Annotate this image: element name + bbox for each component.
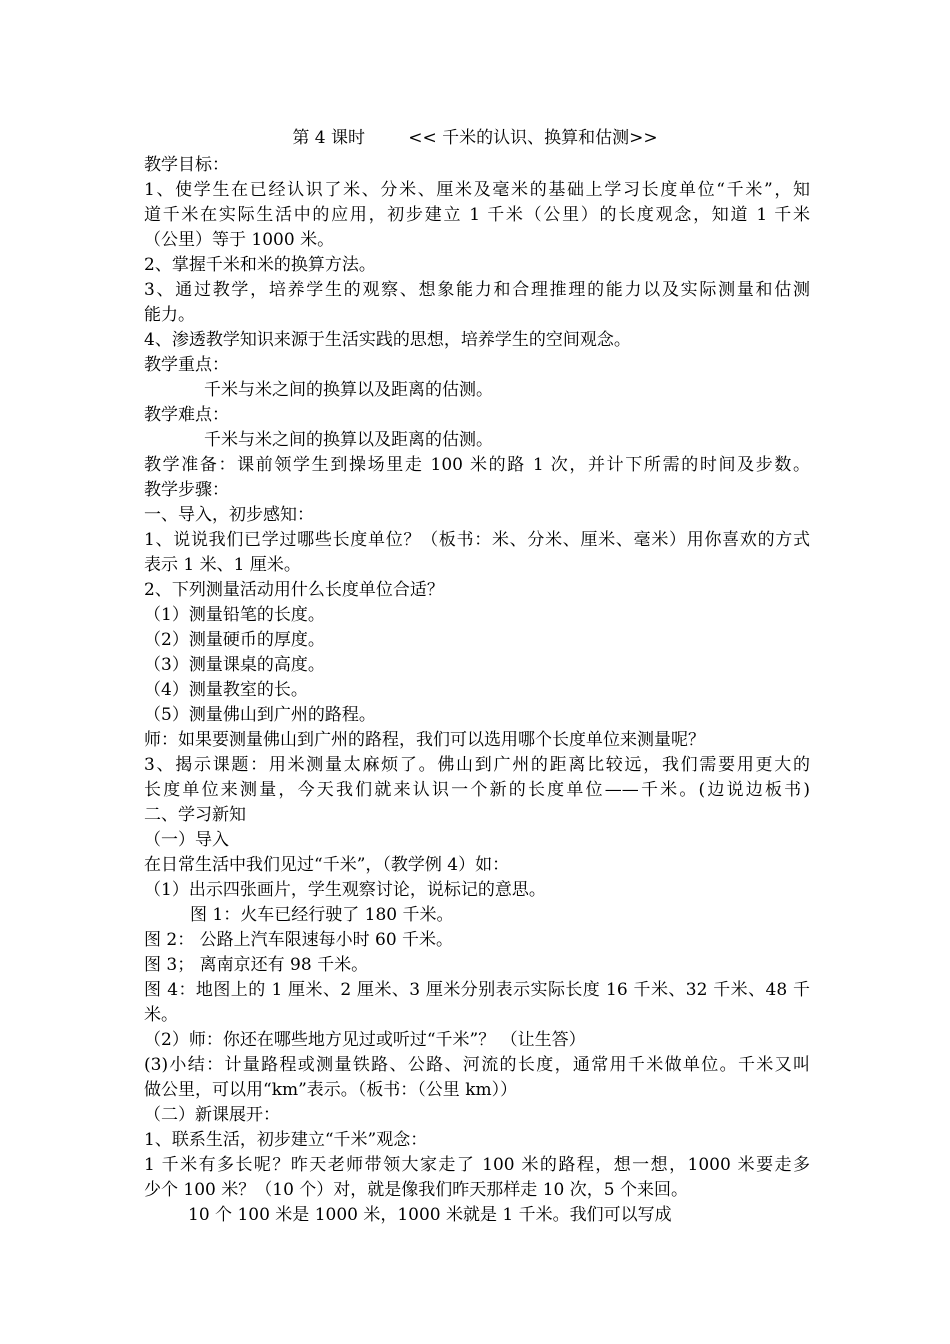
text-line: 米。 [144,1005,178,1025]
text-line: 道千米在实际生活中的应用，初步建立 1 千米（公里）的长度观念，知道 1 千米 [144,205,810,225]
document-body [144,153,810,1228]
text-line: （公里）等于 1000 米。 [144,230,335,250]
text-line: 图 2： 公路上汽车限速每小时 60 千米。 [144,930,454,950]
text-line: （2）测量硬币的厚度。 [144,630,325,650]
text-line: 3、揭示课题：用米测量太麻烦了。佛山到广州的距离比较远，我们需要用更大的 [144,755,810,775]
text-line: 1、使学生在已经认识了米、分米、厘米及毫米的基础上学习长度单位“千米”，知 [144,180,810,200]
text-line: 千米与米之间的换算以及距离的估测。 [204,430,493,450]
text-line: 教学难点： [144,405,229,425]
text-line: 教学重点： [144,355,229,375]
text-line: (3)小结：计量路程或测量铁路、公路、河流的长度，通常用千米做单位。千米又叫 [144,1055,810,1075]
text-line: 2、下列测量活动用什么长度单位合适？ [144,580,444,600]
text-line: （2）师：你还在哪些地方见过或听过“千米”？ （让生答） [144,1030,586,1050]
text-line: 10 个 100 米是 1000 米，1000 米就是 1 千米。我们可以写成 [188,1205,672,1225]
text-line: （二）新课展开： [144,1105,280,1125]
text-line: 4、渗透教学知识来源于生活实践的思想，培养学生的空间观念。 [144,330,631,350]
text-line: 能力。 [144,305,195,325]
text-line: （3）测量课桌的高度。 [144,655,325,675]
text-line: 1、说说我们已学过哪些长度单位？（板书：米、分米、厘米、毫米）用你喜欢的方式 [144,530,810,550]
text-line: 教学目标： [144,155,229,175]
lesson-title: 第 4 课时 << 千米的认识、换算和估测>> [292,128,658,148]
text-line: 教学准备：课前领学生到操场里走 100 米的路 1 次，并计下所需的时间及步数。 [144,455,810,475]
text-line: （一）导入 [144,830,229,850]
text-line: 表示 1 米、1 厘米。 [144,555,301,575]
text-line: 1 千米有多长呢？昨天老师带领大家走了 100 米的路程，想一想，1000 米要走多 [144,1155,810,1175]
text-line: 做公里，可以用“km”表示。（板书：（公里 km）） [144,1080,518,1100]
text-line: 图 1：火车已经行驶了 180 千米。 [190,905,454,925]
text-line: 2、掌握千米和米的换算方法。 [144,255,376,275]
text-line: 图 4：地图上的 1 厘米、2 厘米、3 厘米分别表示实际长度 16 千米、32 千米、48 千 [144,980,810,1000]
text-line: 少个 100 米？（10 个）对，就是像我们昨天那样走 10 次，5 个来回。 [144,1180,688,1200]
text-line: 长度单位来测量，今天我们就来认识一个新的长度单位——千米。(边说边板书) [144,780,810,800]
text-line: 图 3； 离南京还有 98 千米。 [144,955,369,975]
text-line: （1）出示四张画片，学生观察讨论，说标记的意思。 [144,880,546,900]
text-line: 二、学习新知 [144,805,246,825]
text-line: 1、联系生活，初步建立“千米”观念： [144,1130,428,1150]
text-line: （1）测量铅笔的长度。 [144,605,325,625]
text-line: 在日常生活中我们见过“千米”，（教学例 4）如： [144,855,510,875]
text-line: 教学步骤： [144,480,229,500]
text-line: 师：如果要测量佛山到广州的路程，我们可以选用哪个长度单位来测量呢？ [144,730,705,750]
text-line: 一、导入，初步感知： [144,505,314,525]
text-line: （4）测量教室的长。 [144,680,308,700]
text-line: 3、通过教学，培养学生的观察、想象能力和合理推理的能力以及实际测量和估测 [144,280,810,300]
text-line: 千米与米之间的换算以及距离的估测。 [204,380,493,400]
text-line: （5）测量佛山到广州的路程。 [144,705,376,725]
